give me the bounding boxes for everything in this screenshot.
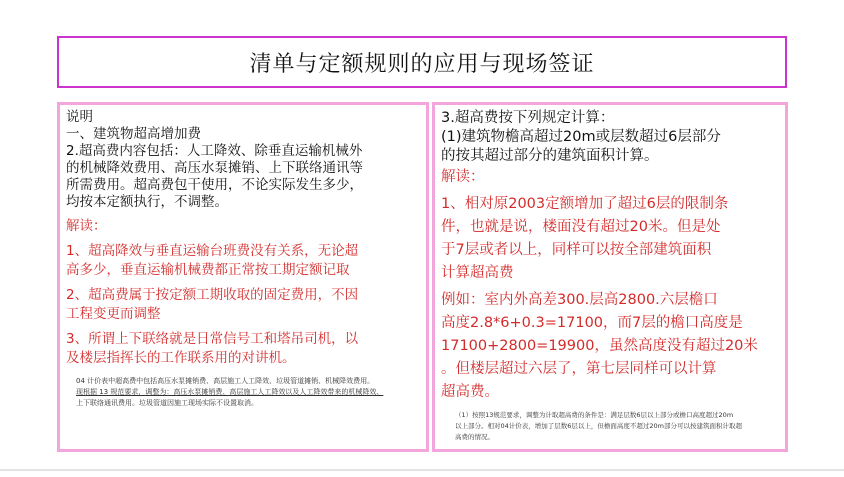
right-paragraph-1-line: 件，也就是说，楼面没有超过20米。但是处 [441, 219, 721, 235]
left-interpretation-2-line: 2、超高费属于按定额工期收取的固定费用，不因 [66, 287, 359, 303]
right-paragraph-1-line: 1、相对原2003定额增加了超过6层的限制条 [441, 196, 729, 212]
snippet-line: 现根据 13 规范要求，调整为：高压水泵摊销费、高层施工人工降效以及人工降效带来的机械降效、 [76, 388, 384, 396]
right-paragraph-1-line: 计算超高费 [441, 265, 514, 281]
left-interpretation-1-line: 1、超高降效与垂直运输台班费没有关系，无论超 [66, 243, 359, 259]
page-title: 清单与定额规则的应用与现场签证 [249, 51, 595, 77]
right-paragraph-2-line: 例如：室内外高差300.层高2800.六层檐口 [441, 292, 718, 308]
left-content-line: 所需费用。超高费包干使用，不论实际发生多少， [66, 177, 363, 193]
right-rule-line: (1)建筑物檐高超过20m或层数超过6层部分 [441, 129, 721, 145]
left-heading: 说明 [66, 109, 93, 125]
right-scanned-snippet [441, 410, 779, 443]
left-interpretation-1-line: 高多少，垂直运输机械费都正常按工期定额记取 [66, 262, 350, 278]
left-content-line: 均按本定额执行，不调整。 [66, 194, 228, 210]
right-rule-line: 3.超高费按下列规定计算： [441, 110, 615, 126]
right-paragraph-2-line: 17100+2800=19900，虽然高度没有超过20米 [441, 338, 758, 354]
right-paragraph-2-line: 。但楼层超过六层了，第七层同样可以计算 [441, 361, 717, 377]
snippet-line: 04 计价表中超高费中包括高压水泵摊销费、高层施工人工降效、垃圾管道摊销、机械降效费用。 [76, 377, 375, 385]
left-interpretation-2-line: 工程变更而调整 [66, 306, 161, 322]
title-box [57, 36, 787, 88]
right-panel [432, 102, 788, 452]
left-interpretation-3-line: 3、所谓上下联络就是日常信号工和塔吊司机，以 [66, 331, 359, 347]
right-interpretation-label: 解读： [441, 169, 485, 185]
snippet-line: 以上部分。相对04计价表，增加了层数6层以上，但檐面高度不超过20m部分可以按建筑面积计取超 [455, 422, 743, 430]
left-content-line: 2.超高费内容包括：人工降效、除垂直运输机械外 [66, 143, 363, 159]
right-rule-line: 的按其超过部分的建筑面积计算。 [441, 148, 659, 164]
left-content-line: 的机械降效费用、高压水泵摊销、上下联络通讯等 [66, 160, 363, 176]
snippet-line: 上下联络通讯费用。垃圾管道因施工现场实际不设置取消。 [76, 399, 258, 407]
right-paragraph-2-line: 超高费。 [441, 384, 499, 400]
right-paragraph-2-line: 高度2.8*6+0.3=17100，而7层的檐口高度是 [441, 315, 743, 331]
snippet-line: 高费的情况。 [455, 433, 494, 441]
left-section-title: 一、建筑物超高增加费 [66, 126, 201, 142]
right-paragraph-1-line: 于7层或者以上，同样可以按全部建筑面积 [441, 242, 712, 258]
left-interpretation-label: 解读： [66, 218, 107, 234]
snippet-line: （1）按照13规范要求，调整为计取超高费的条件是：满足层数6层以上部分或檐口高度超过20m [455, 411, 734, 419]
left-scanned-snippet [66, 376, 420, 409]
left-panel [57, 102, 429, 452]
slide-bottom-rule [0, 469, 844, 471]
left-interpretation-3-line: 及楼层指挥长的工作联系用的对讲机。 [66, 350, 296, 366]
